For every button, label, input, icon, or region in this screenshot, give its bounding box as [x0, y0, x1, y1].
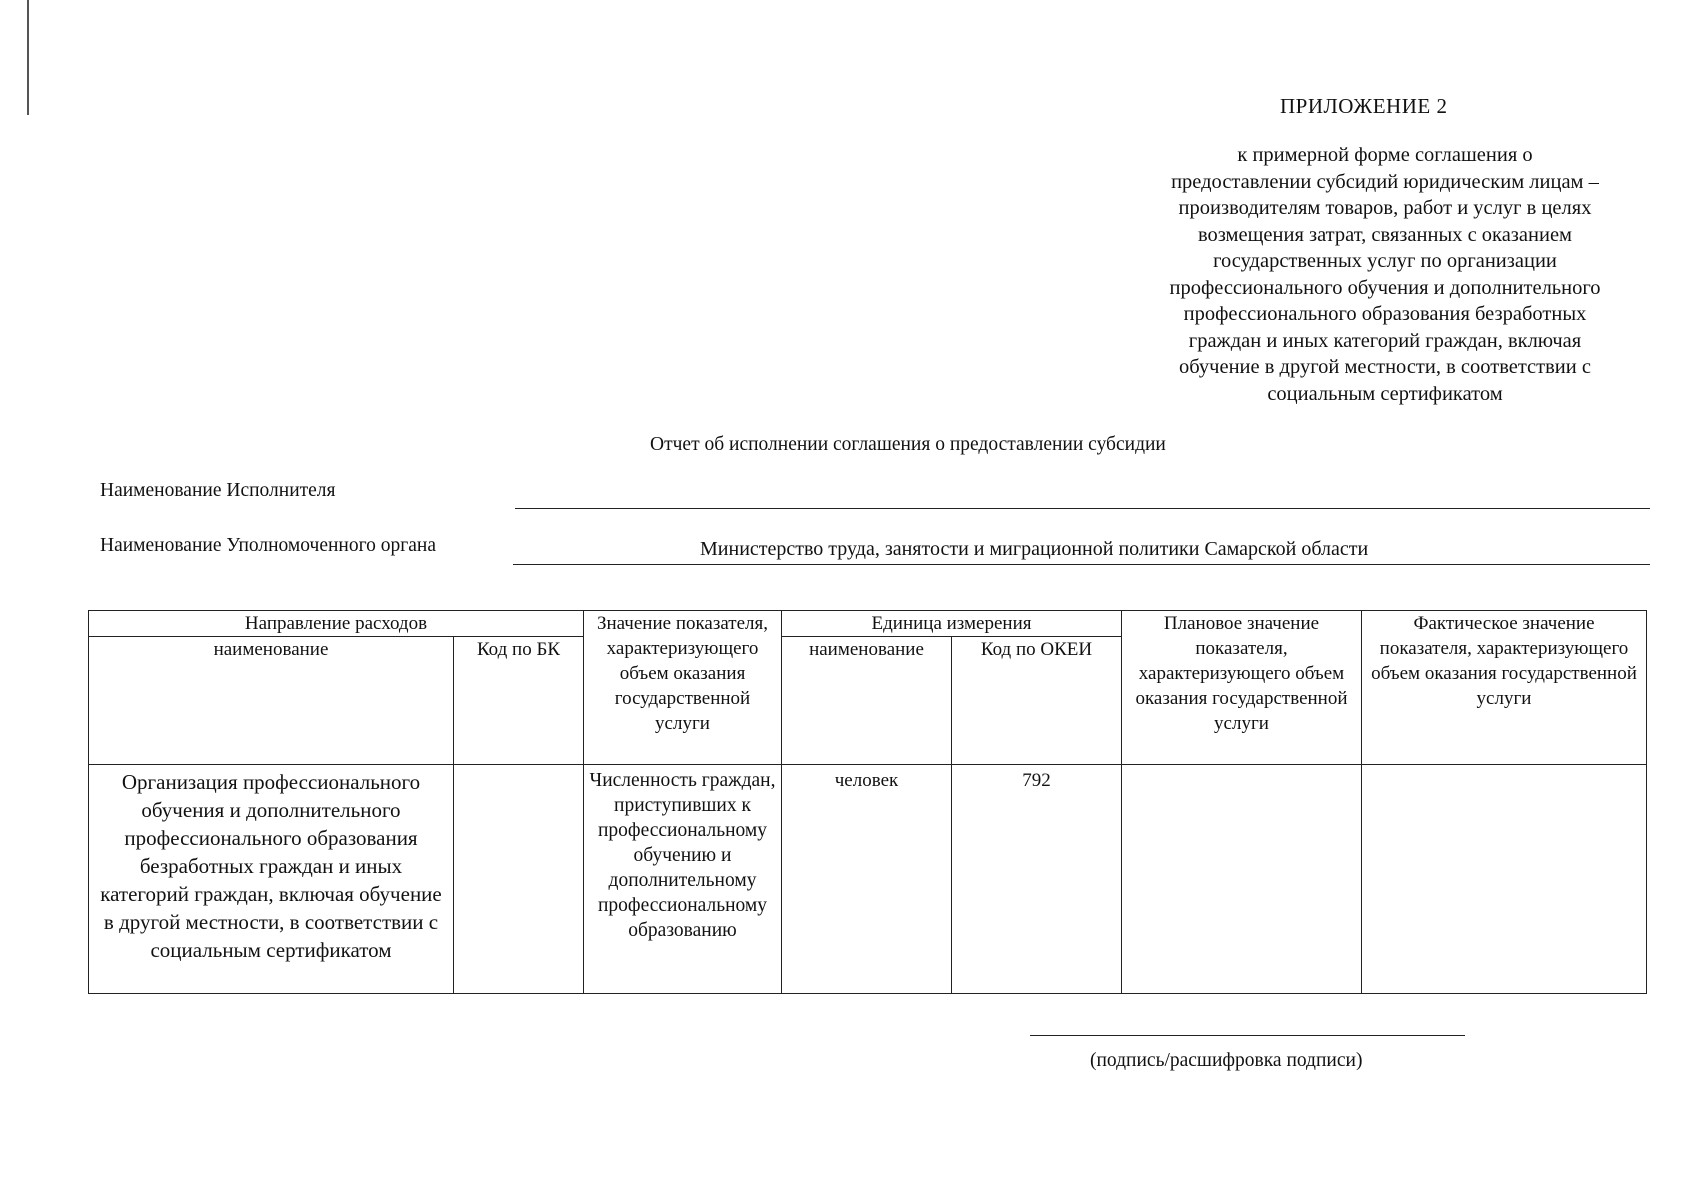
- report-title: Отчет об исполнении соглашения о предоставлении субсидии: [650, 434, 1166, 455]
- scan-edge-line: [27, 0, 29, 115]
- authority-line: [513, 564, 1650, 565]
- appendix-line: профессионального обучения и дополнительного: [1169, 276, 1601, 299]
- appendix-line: социальным сертификатом: [1267, 382, 1503, 405]
- cell-okei-code: 792: [952, 765, 1122, 994]
- cell-actual: [1362, 765, 1647, 994]
- header-okei-code: Код по ОКЕИ: [952, 637, 1122, 765]
- cell-indicator: Численность граждан, приступивших к профессиональному обучению и дополнительному профессиональному образованию: [584, 765, 782, 994]
- header-name: наименование: [89, 637, 454, 765]
- header-expense-direction: Направление расходов: [89, 611, 584, 637]
- table-row: [89, 765, 1647, 994]
- appendix-line: возмещения затрат, связанных с оказанием: [1197, 223, 1573, 246]
- appendix-line: предоставлении субсидий юридическим лицам –: [1171, 170, 1599, 193]
- executor-line: [515, 508, 1650, 509]
- appendix-title: ПРИЛОЖЕНИЕ 2: [1280, 94, 1448, 118]
- authority-label: Наименование Уполномоченного органа: [100, 535, 436, 556]
- header-indicator-value: Значение показателя, характеризующего объем оказания государственной услуги: [584, 611, 782, 765]
- cell-expense-name: Организация профессионального обучения и дополнительного профессионального образования безработных граждан и иных категорий граждан, включая обучение в другой местности, в соответствии с социальным сертификатом: [89, 765, 454, 994]
- appendix-line: профессионального образования безработных: [1183, 303, 1587, 325]
- cell-bk-code: [454, 765, 584, 994]
- signature-caption: (подпись/расшифровка подписи): [1090, 1050, 1363, 1071]
- authority-value: Министерство труда, занятости и миграционной политики Самарской области: [700, 538, 1369, 560]
- header-planned-value: Плановое значение показателя, характеризующего объем оказания государственной услуги: [1122, 611, 1362, 765]
- header-bk-code: Код по БК: [454, 637, 584, 765]
- report-table: [88, 610, 1647, 994]
- appendix-line: государственных услуг по организации: [1213, 250, 1557, 272]
- appendix-description: [1105, 142, 1665, 407]
- executor-label: Наименование Исполнителя: [100, 480, 336, 501]
- appendix-line: производителям товаров, работ и услуг в целях: [1178, 197, 1592, 219]
- signature-line: [1030, 1035, 1465, 1036]
- appendix-line: обучение в другой местности, в соответствии с: [1179, 356, 1591, 378]
- cell-unit-name: человек: [782, 765, 952, 994]
- appendix-line: к примерной форме соглашения о: [1237, 144, 1533, 166]
- header-unit-name: наименование: [782, 637, 952, 765]
- header-actual-value: Фактическое значение показателя, характеризующего объем оказания государственной услуги: [1362, 611, 1647, 765]
- appendix-line: граждан и иных категорий граждан, включая: [1188, 329, 1582, 352]
- header-unit: Единица измерения: [782, 611, 1122, 637]
- cell-planned: [1122, 765, 1362, 994]
